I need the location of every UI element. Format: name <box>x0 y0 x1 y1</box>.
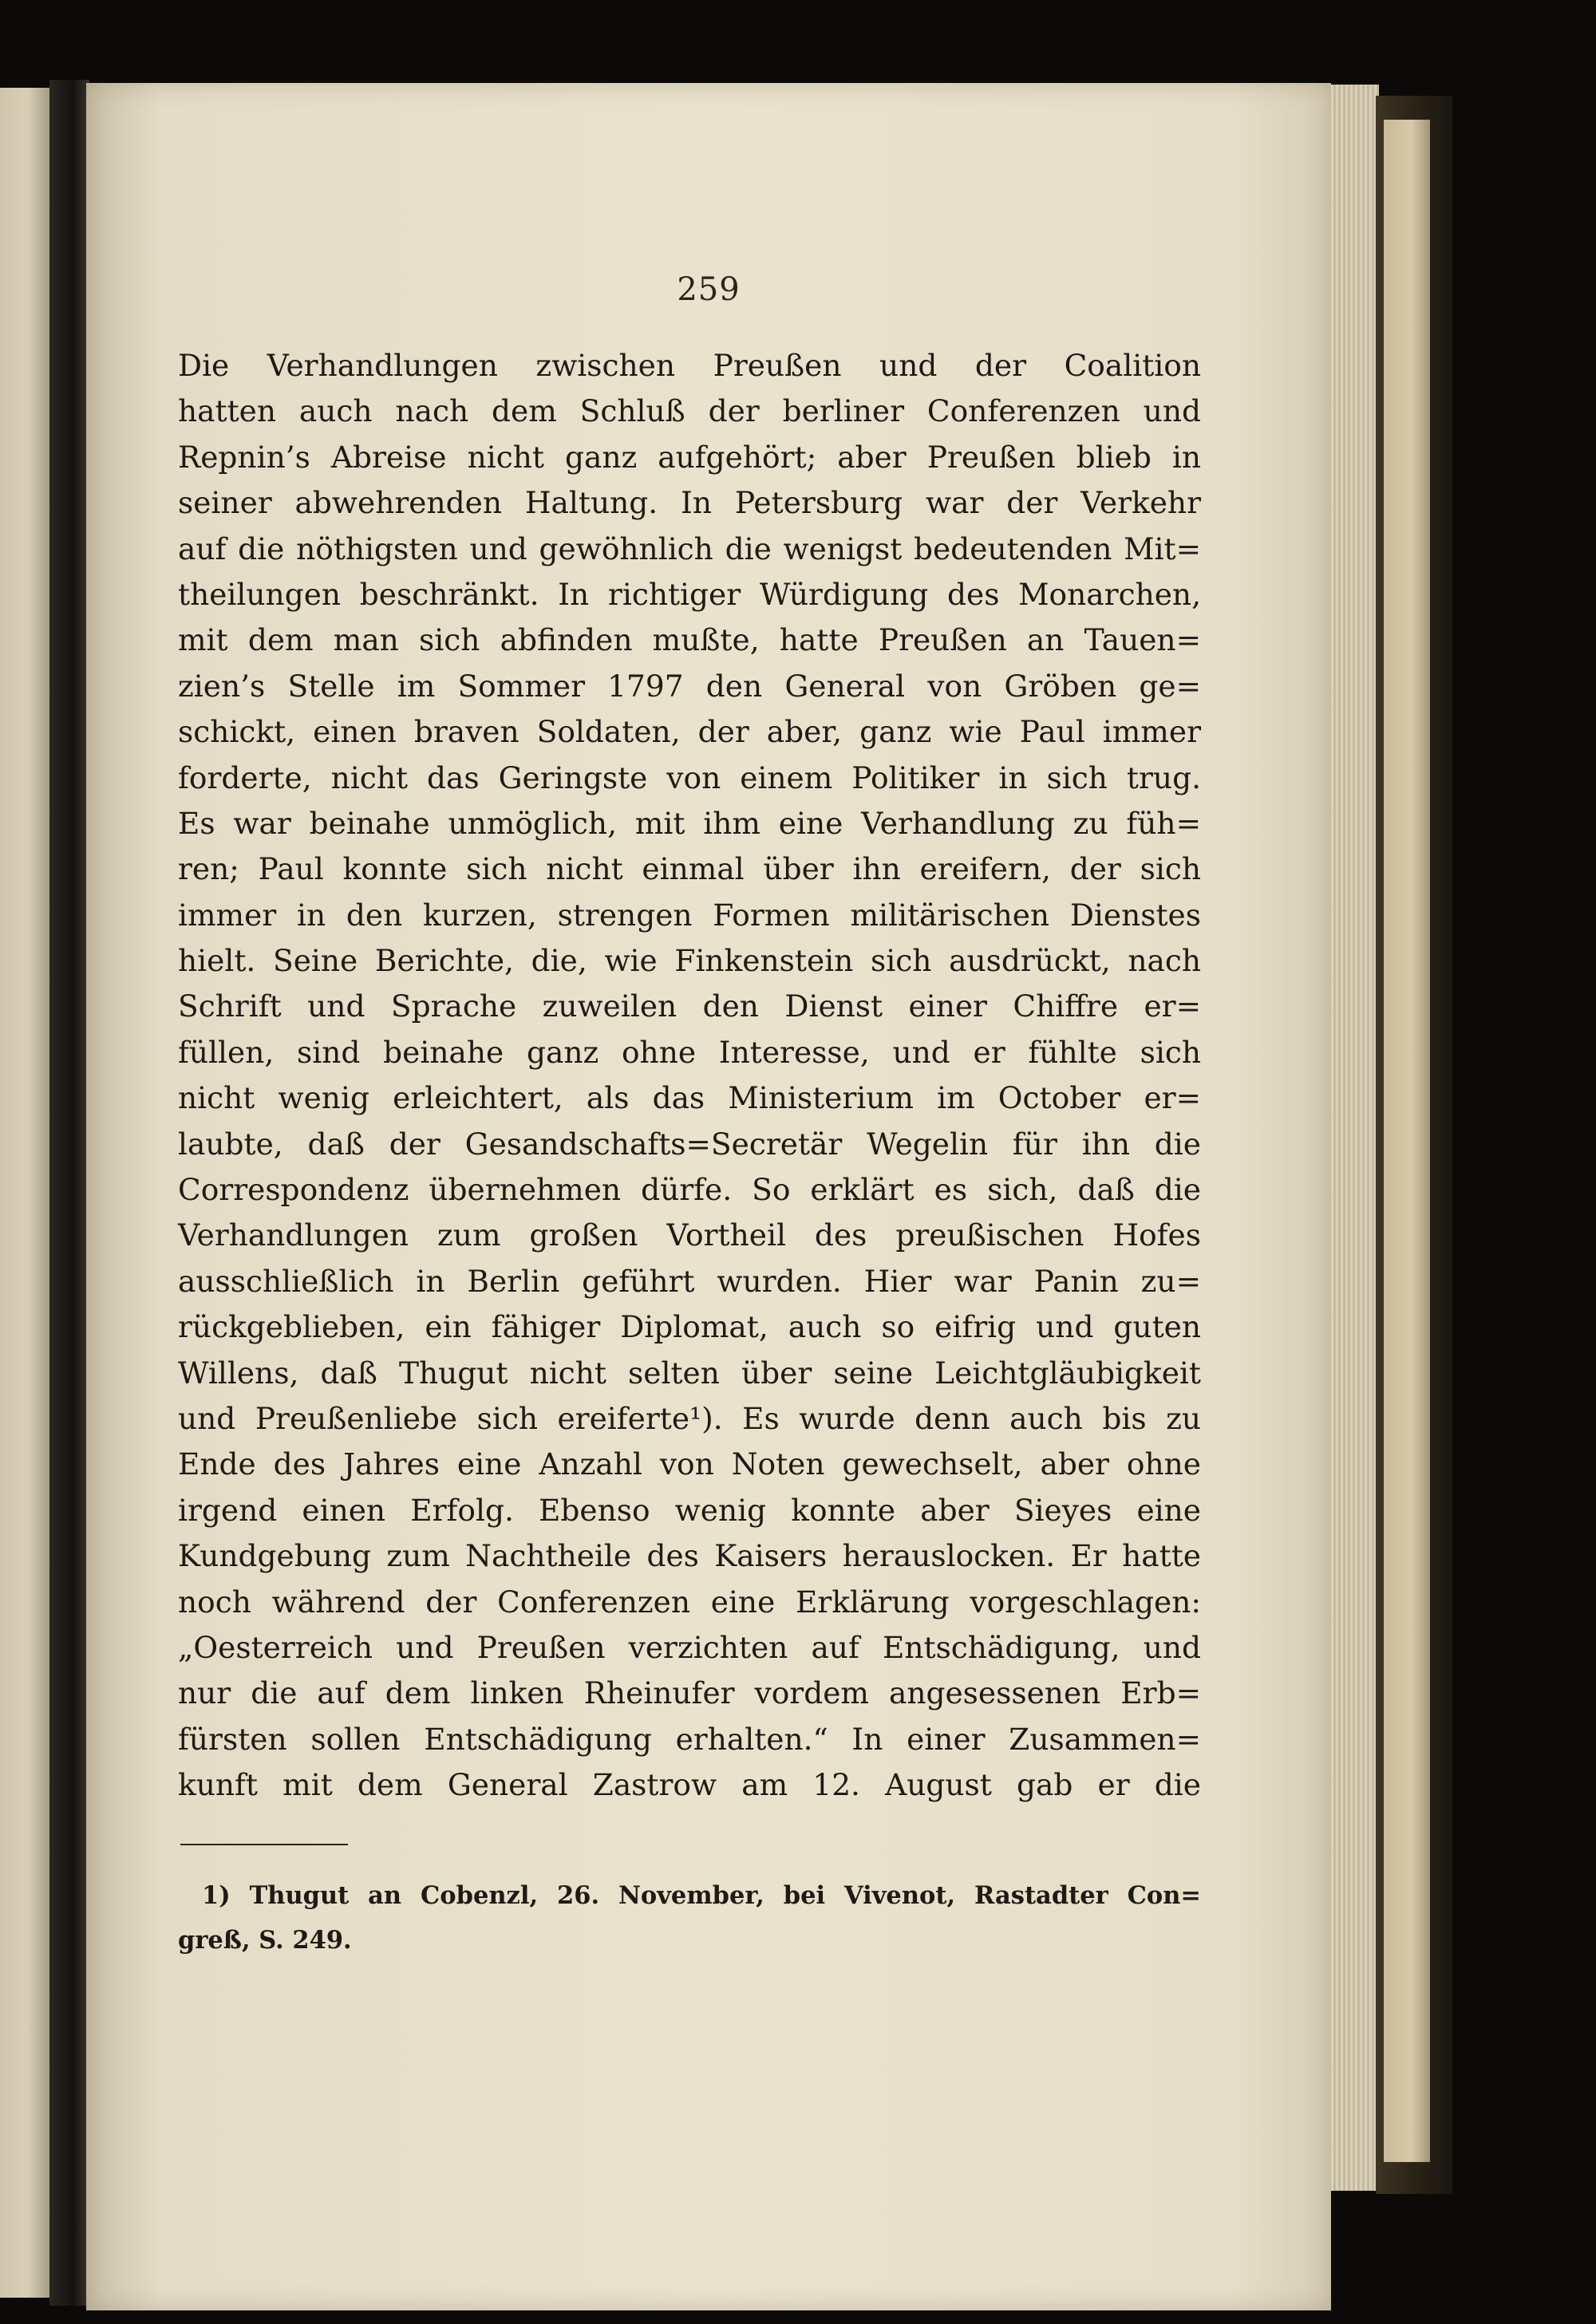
text-line: rückgeblieben, ein fähiger Diplomat, auch so eifrig und guten <box>178 1309 1201 1345</box>
text-line: auf die nöthigsten und gewöhnlich die wenigst bedeutenden Mit= <box>178 531 1201 566</box>
footnote-line: greß, S. 249. <box>178 1926 352 1955</box>
text-line: Verhandlungen zum großen Vortheil des preußischen Hofes <box>178 1217 1201 1253</box>
text-line: hielt. Seine Berichte, die, wie Finkenstein sich ausdrückt, nach <box>178 943 1201 979</box>
page-number: 259 <box>677 271 741 308</box>
text-line: Repnin’s Abreise nicht ganz aufgehört; aber Preußen blieb in <box>178 439 1201 475</box>
text-line: laubte, daß der Gesandschafts=Secretär Wegelin für ihn die <box>178 1126 1201 1162</box>
text-line: schickt, einen braven Soldaten, der aber, ganz wie Paul immer <box>178 714 1201 750</box>
text-line: ren; Paul konnte sich nicht einmal über ihn ereifern, der sich <box>178 851 1201 887</box>
text-line: ausschließlich in Berlin geführt wurden. Hier war Panin zu= <box>178 1263 1201 1299</box>
text-line: theilungen beschränkt. In richtiger Würdigung des Monarchen, <box>178 576 1201 612</box>
text-line: fürsten sollen Entschädigung erhalten.“ In einer Zusammen= <box>178 1721 1201 1757</box>
text-line: füllen, sind beinahe ganz ohne Interesse, und er fühlte sich <box>178 1034 1201 1070</box>
text-line: Die Verhandlungen zwischen Preußen und der Coalition <box>178 348 1201 383</box>
text-line: nur die auf dem linken Rheinufer vordem angesessenen Erb= <box>178 1675 1201 1711</box>
text-line: Willens, daß Thugut nicht selten über seine Leichtgläubigkeit <box>178 1355 1201 1391</box>
text-line: kunft mit dem General Zastrow am 12. August gab er die <box>178 1767 1201 1803</box>
footnote <box>178 1873 1201 1963</box>
text-line: Es war beinahe unmöglich, mit ihm eine Verhandlung zu füh= <box>178 805 1201 841</box>
footnote-rule <box>180 1844 348 1845</box>
adjacent-page-edge <box>0 88 49 2298</box>
text-line: forderte, nicht das Geringste von einem Politiker in sich trug. <box>178 760 1201 795</box>
text-line: „Oesterreich und Preußen verzichten auf Entschädigung, und <box>178 1629 1201 1665</box>
text-line: seiner abwehrenden Haltung. In Petersburg war der Verkehr <box>178 485 1201 521</box>
footnote-line: 1) Thugut an Cobenzl, 26. November, bei Vivenot, Rastadter Con= <box>202 1881 1201 1910</box>
text-line: nicht wenig erleichtert, als das Ministerium im October er= <box>178 1080 1201 1116</box>
text-line: mit dem man sich abfinden mußte, hatte Preußen an Tauen= <box>178 622 1201 658</box>
book-page <box>86 83 1331 2310</box>
book-gutter <box>49 80 89 2306</box>
text-line: irgend einen Erfolg. Ebenso wenig konnte aber Sieyes eine <box>178 1492 1201 1528</box>
text-line: Kundgebung zum Nachtheile des Kaisers herauslocken. Er hatte <box>178 1538 1201 1574</box>
text-line: Schrift und Sprache zuweilen den Dienst einer Chiffre er= <box>178 988 1201 1024</box>
cover-edge-band <box>1384 120 1430 2162</box>
text-line: Correspondenz übernehmen dürfe. So erklärt es sich, daß die <box>178 1172 1201 1208</box>
text-line: und Preußenliebe sich ereiferte¹). Es wurde denn auch bis zu <box>178 1400 1201 1436</box>
text-line: zien’s Stelle im Sommer 1797 den General von Gröben ge= <box>178 668 1201 704</box>
body-text <box>178 343 1201 1809</box>
text-line: Ende des Jahres eine Anzahl von Noten gewechselt, aber ohne <box>178 1446 1201 1482</box>
text-line: noch während der Conferenzen eine Erklärung vorgeschlagen: <box>178 1584 1201 1620</box>
text-line: immer in den kurzen, strengen Formen militärischen Dienstes <box>178 897 1201 933</box>
text-line: hatten auch nach dem Schluß der berliner Conferenzen und <box>178 393 1201 429</box>
